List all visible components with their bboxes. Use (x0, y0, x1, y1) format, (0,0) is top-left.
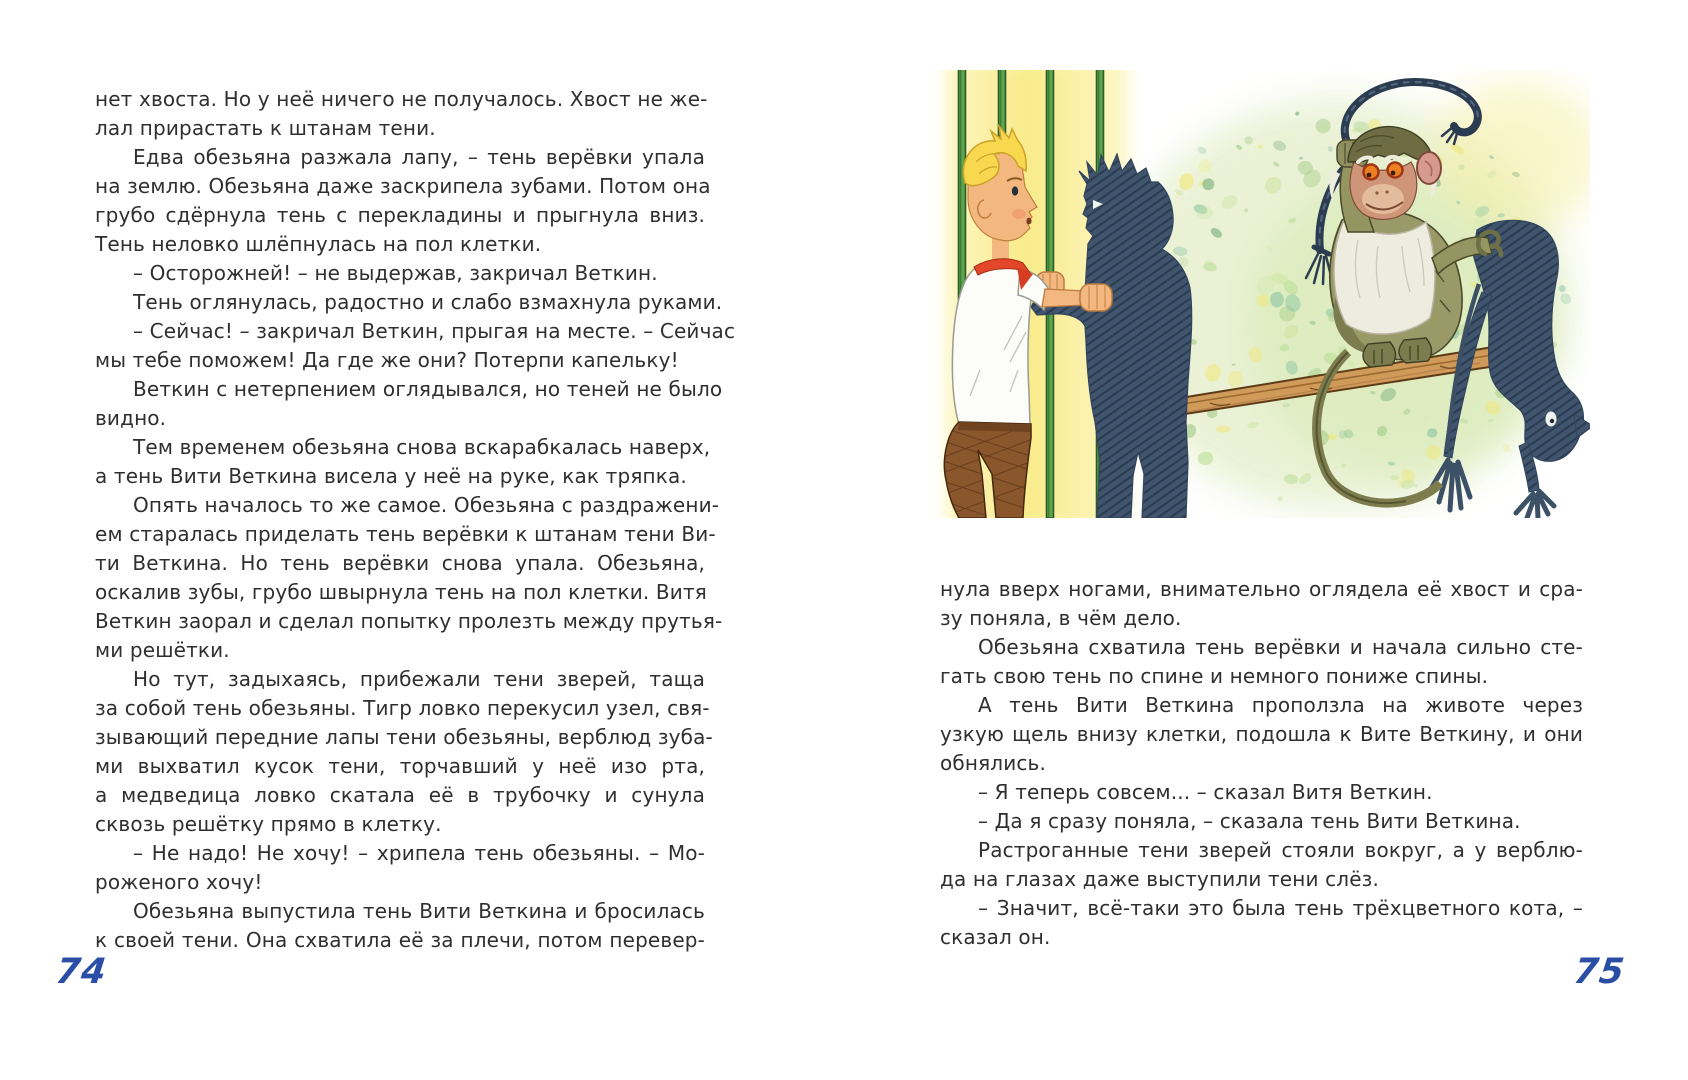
monkey-shadow-eye (1546, 412, 1557, 427)
text-line: да на глазах даже выступили тени слёз. (940, 867, 1379, 891)
text-line: нет хвоста. Но у неё ничего не получалось. Хвост не же- (95, 87, 708, 111)
monkey-eye (1388, 163, 1403, 178)
text-line: а тень Вити Веткина висела у неё на руке, как тряпка. (95, 464, 687, 488)
text-line: к своей тени. Она схватила её за плечи, потом перевер- (95, 928, 705, 952)
text-line: А тень Вити Веткина проползла на животе через (978, 693, 1583, 717)
text-line: Тень оглянулась, радостно и слабо взмахнула руками. (133, 290, 723, 314)
page-number-right: 75 (1571, 952, 1628, 992)
text-line: оскалив зубы, грубо швырнула тень на пол клетки. Витя (95, 580, 707, 604)
text-line: а медведица ловко скатала её в трубочку и сунула (95, 783, 705, 807)
left-page-text (95, 85, 736, 955)
boy-forearm (1042, 289, 1085, 307)
text-line: Веткин заорал и сделал попытку пролезть между прутья- (95, 609, 723, 633)
monkey-eye (1364, 165, 1379, 180)
boy-mouth (1026, 218, 1031, 225)
text-line: ем старалась приделать тень верёвки к штанам тени Ви- (95, 522, 716, 546)
boy-blush (1012, 209, 1026, 219)
text-line: – Осторожней! – не выдержав, закричал Веткин. (133, 261, 658, 285)
text-line: Но тут, задыхаясь, прибежали тени зверей, таща (133, 667, 705, 691)
text-line: за собой тень обезьяны. Тигр ловко перекусил узел, свя- (95, 696, 710, 720)
text-line: – Сейчас! – закричал Веткин, прыгая на месте. – Сейчас (133, 319, 736, 343)
text-line: Веткин с нетерпением оглядывался, но теней не было (133, 377, 723, 401)
text-line: грубо сдёрнула тень с перекладины и прыгнула вниз. (95, 203, 705, 227)
text-line: Обезьяна выпустила тень Вити Веткина и бросилась (133, 899, 705, 923)
boy-eye (1012, 186, 1018, 195)
text-line: ми выхватил кусок тени, торчавший у неё изо рта, (95, 754, 705, 778)
text-line: сказал он. (940, 925, 1051, 949)
text-line: ми решётки. (95, 638, 230, 662)
text-line: лал прирастать к штанам тени. (95, 116, 436, 140)
text-line: узкую щель внизу клетки, подошла к Вите Веткину, и они (940, 722, 1583, 746)
illustration (880, 70, 1590, 518)
text-line: Обезьяна схватила тень верёвки и начала сильно сте- (978, 635, 1583, 659)
text-line: – Значит, всё-таки это была тень трёхцветного кота, – (978, 896, 1583, 920)
text-line: зывающий передние лапы тени обезьяны, верблюд зуба- (95, 725, 713, 749)
text-line: Опять началось то же самое. Обезьяна с раздражени- (133, 493, 720, 517)
text-line: – Да я сразу поняла, – сказала тень Вити Веткина. (978, 809, 1521, 833)
text-line: Едва обезьяна разжала лапу, – тень верёвки упала (133, 145, 705, 169)
text-line: Растроганные тени зверей стояли вокруг, а у верблю- (978, 838, 1583, 862)
text-line: сквозь решётку прямо в клетку. (95, 812, 442, 836)
text-line: ти Веткина. Но тень верёвки снова упала. Обезьяна, (95, 551, 705, 575)
page-number-left: 74 (53, 952, 110, 992)
boy-near-fist (1080, 284, 1112, 311)
text-line: зу поняла, в чём дело. (940, 606, 1182, 630)
monkey-beard (1334, 216, 1435, 334)
text-line: роженого хочу! (95, 870, 263, 894)
monkey-ear (1417, 152, 1441, 184)
text-line: Тень неловко шлёпнулась на пол клетки. (95, 232, 542, 256)
text-line: на землю. Обезьяна даже заскрипела зубами. Потом она (95, 174, 711, 198)
text-line: мы тебе поможем! Да где же они? Потерпи капельку! (95, 348, 679, 372)
text-line: обнялись. (940, 751, 1046, 775)
text-line: нула вверх ногами, внимательно оглядела её хвост и сра- (940, 577, 1583, 601)
text-line: гать свою тень по спине и немного пониже спины. (940, 664, 1489, 688)
text-line: – Не надо! Не хочу! – хрипела тень обезьяны. – Мо- (133, 841, 705, 865)
text-line: Тем временем обезьяна снова вскарабкалась наверх, (133, 435, 711, 459)
right-page-text (940, 575, 1583, 952)
text-line: – Я теперь совсем... – сказал Витя Веткин. (978, 780, 1433, 804)
text-line: видно. (95, 406, 167, 430)
